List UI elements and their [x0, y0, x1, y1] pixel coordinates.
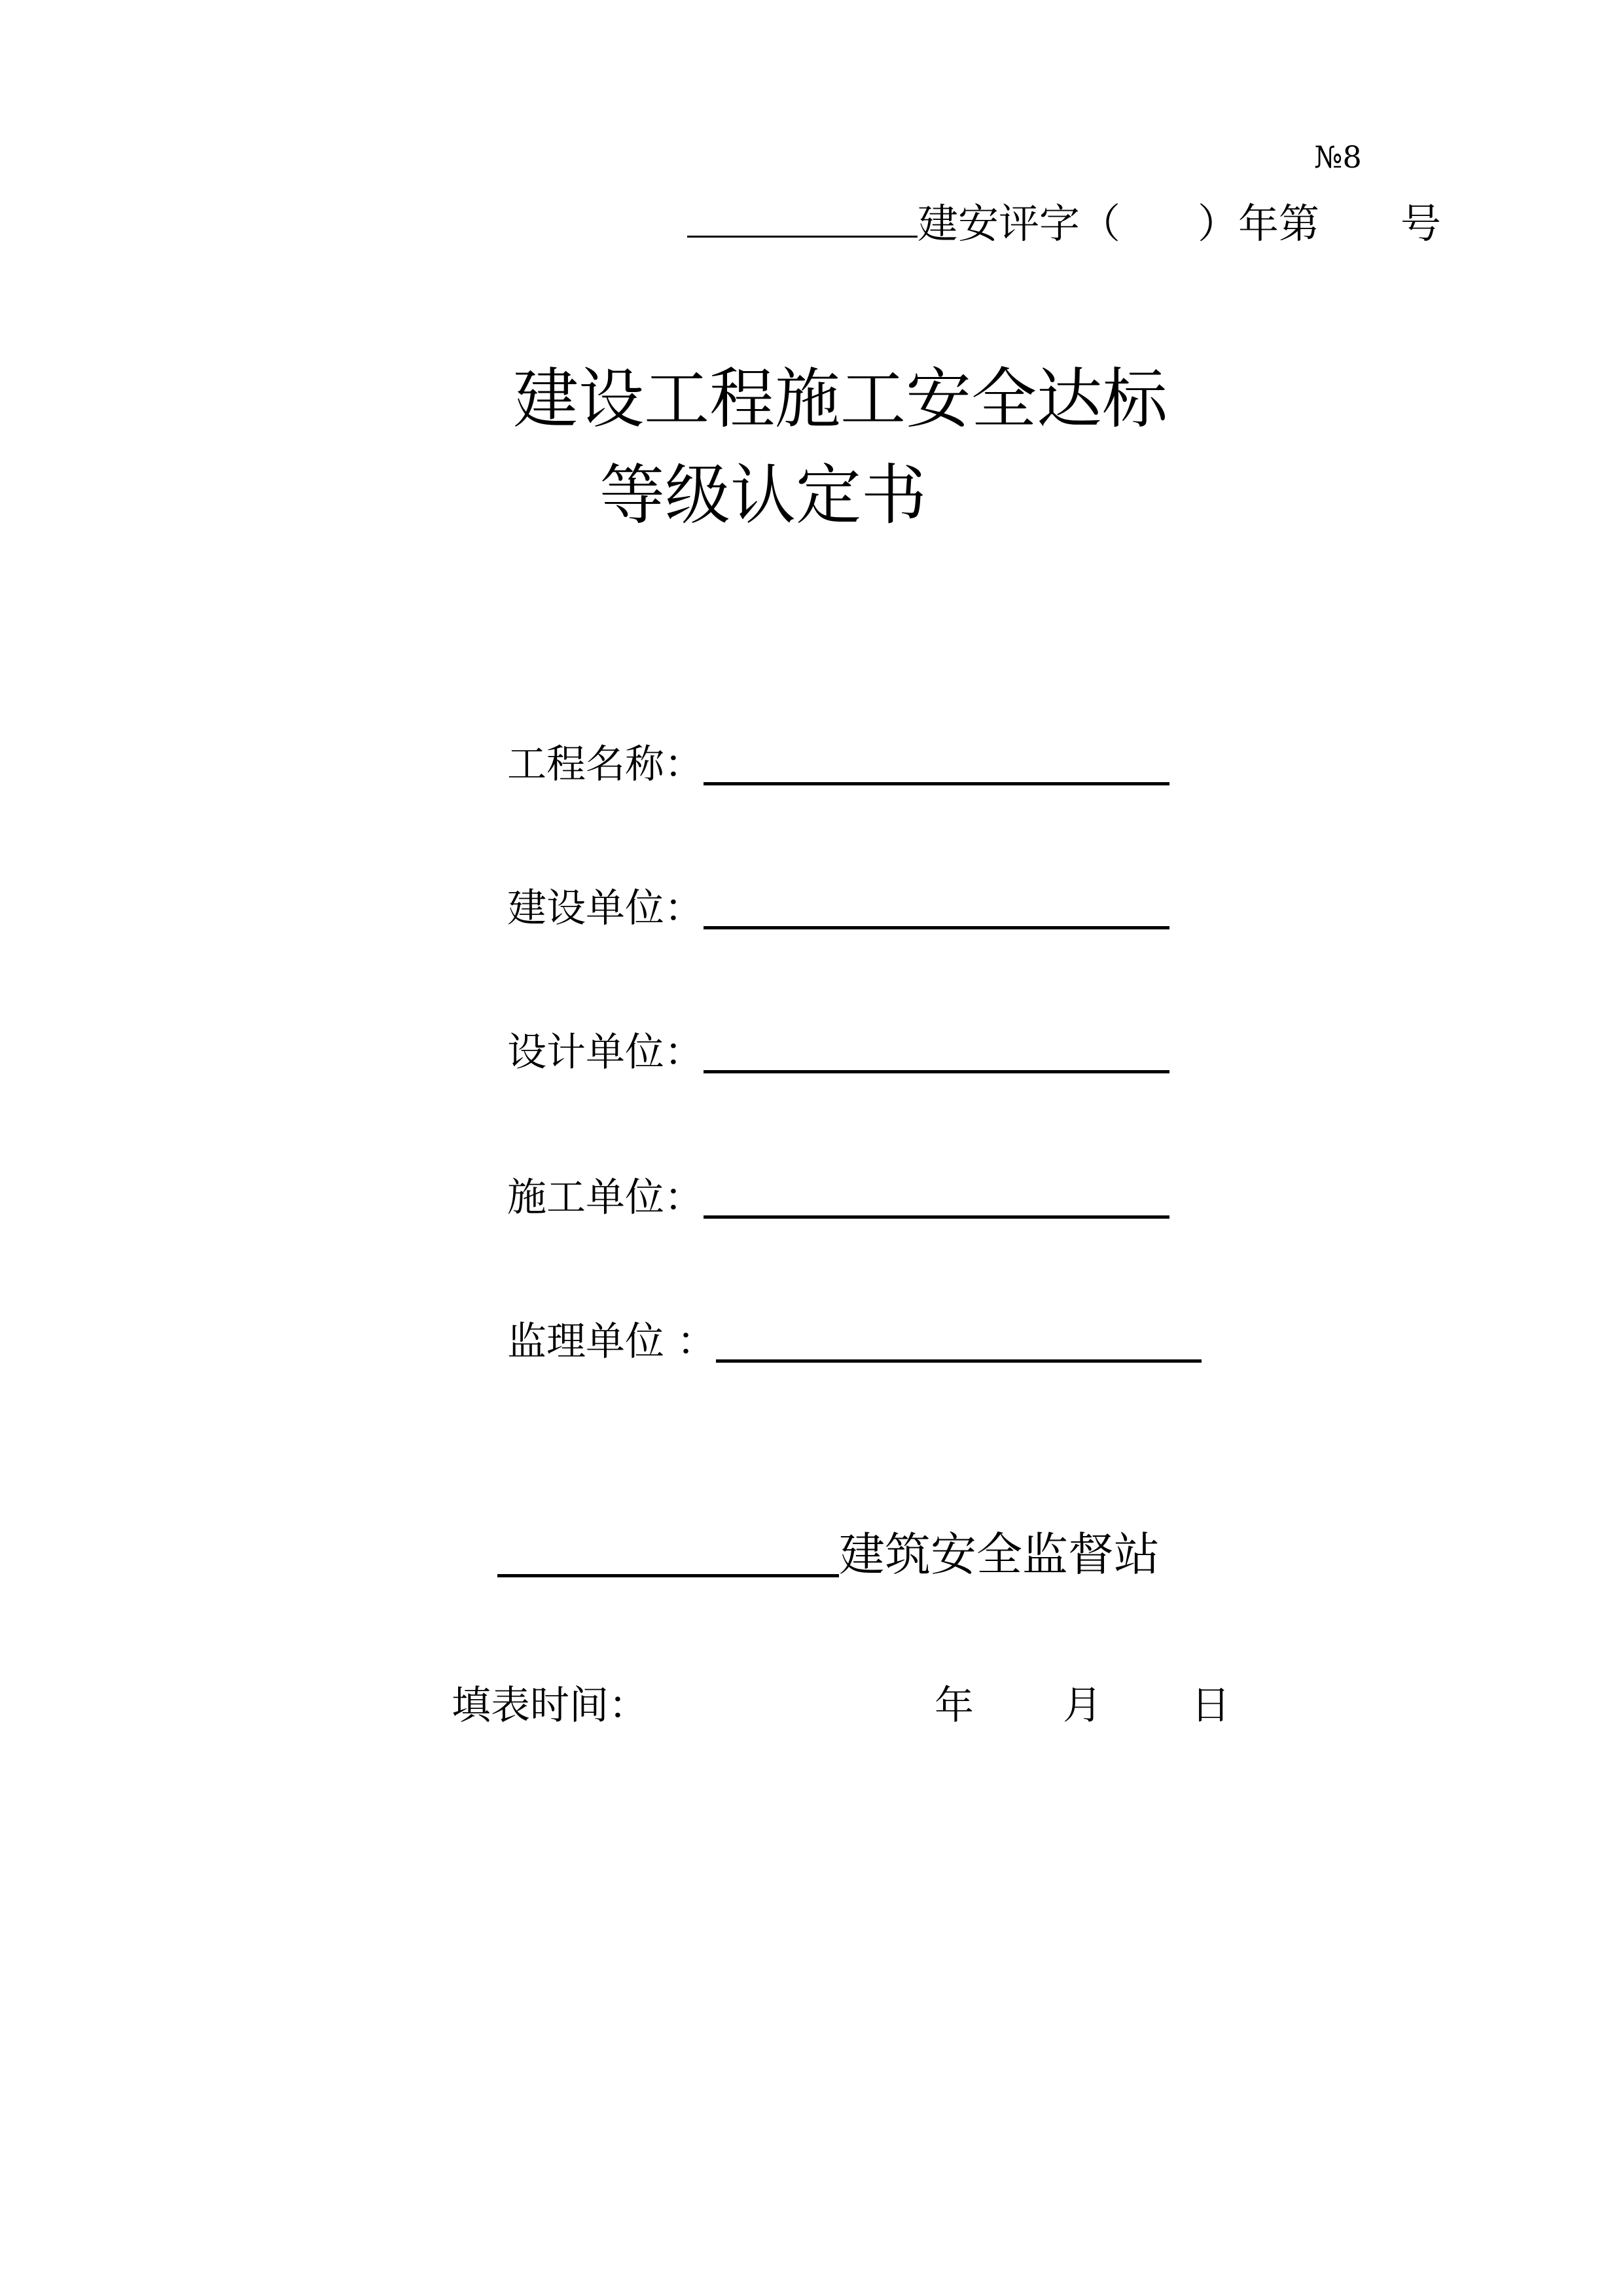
field-label: 监理单位 ： [507, 1319, 717, 1365]
file-number-middle: ）年第 [1198, 200, 1320, 247]
field-design-unit [507, 1026, 1169, 1079]
station-label: 建筑安全监督站 [839, 1528, 1160, 1581]
page-title-line-1: 建设工程施工安全达标 [513, 361, 1168, 437]
field-builder-unit [507, 1172, 1169, 1224]
supervision-station-line [497, 1525, 1160, 1584]
field-project-name [507, 738, 1169, 791]
file-number-suffix: 号 [1400, 200, 1442, 247]
field-label: 设计单位： [507, 1030, 704, 1075]
fill-date-day: 日 [1191, 1683, 1230, 1729]
fill-date-year: 年 [935, 1683, 974, 1729]
field-construction-unit [507, 882, 1169, 935]
fill-date-month: 月 [1063, 1683, 1102, 1729]
field-blank-line[interactable] [704, 1070, 1169, 1073]
field-blank-line[interactable] [704, 782, 1169, 785]
file-number-prefix: 建安评字（ [918, 200, 1121, 247]
field-blank-line[interactable] [704, 1215, 1169, 1219]
station-name-blank[interactable] [497, 1574, 839, 1577]
fill-date-label: 填表时间： [452, 1683, 648, 1729]
page-title-line-2: 等级认定书 [599, 457, 927, 533]
file-number-line [687, 196, 1441, 251]
field-label: 工程名称： [507, 742, 704, 787]
field-blank-line[interactable] [716, 1359, 1202, 1363]
document-number: №8 [1314, 139, 1362, 175]
file-number-blank[interactable] [687, 235, 918, 238]
field-label: 建设单位： [507, 886, 704, 931]
field-supervision-unit [507, 1316, 1202, 1368]
field-label: 施工单位： [507, 1175, 704, 1221]
field-blank-line[interactable] [704, 926, 1169, 929]
